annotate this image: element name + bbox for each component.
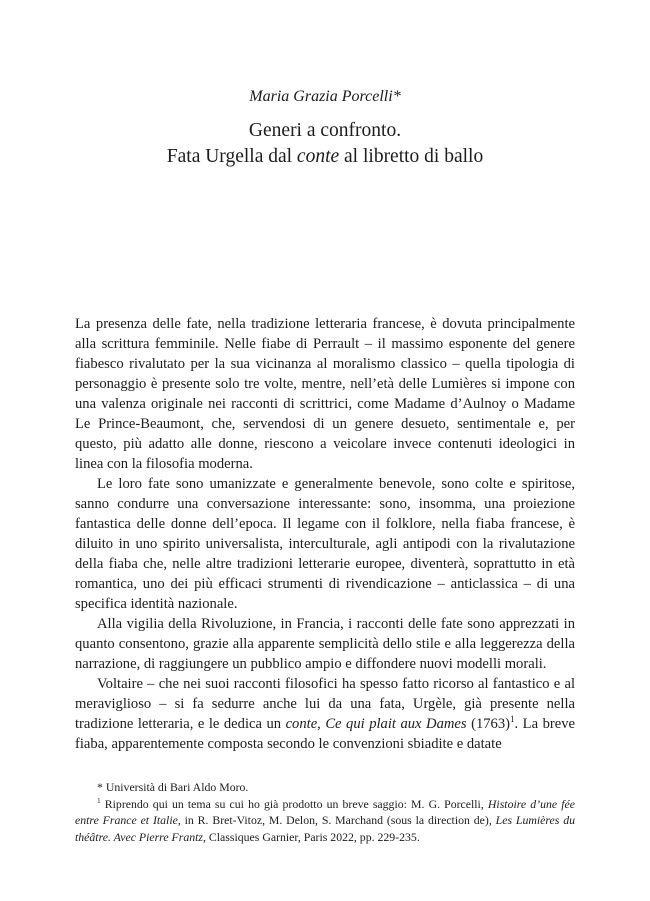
footnote-1-a: Riprendo qui un tema su cui ho già prodotto un breve saggio: M. G. Porcelli,: [100, 796, 488, 811]
paragraph-2: Le loro fate sono umanizzate e generalmente benevole, sono colte e spiritose, sanno condurre una conversazione interessante: sono, insomma, una proiezione fantastica delle donne dell’epoca. Il legame con il folklore, nella fiaba francese, è diluito in uno spirito universalista, interculturale, agli antipodi con la rivalutazione della fiaba che, nelle altre tradizioni letterarie europee, diventerà, soprattutto in età romantica, uno dei più efficaci strumenti di rivendicazione – anticlassica – di una specifica identità nazionale.: [75, 476, 575, 612]
footnote-1-marker: 1: [97, 795, 101, 805]
title-line-2: [0, 144, 650, 170]
footnotes: [75, 779, 575, 845]
paragraph-4-comma: ,: [317, 716, 326, 732]
title-line-2-pre: Fata Urgella dal: [166, 146, 297, 167]
footnote-1-b: Histoire d’une fée entre France et Italie: [75, 796, 575, 827]
paragraph-3: Alla vigilia della Rivoluzione, in Francia, i racconti delle fate sono apprezzati in quanto consentono, grazie alla apparente semplicità dello stile e alla leggerezza della narrazione, di raggiungere un pubblico ampio e diffondere nuovi modelli morali.: [75, 616, 575, 672]
body-text: [75, 314, 575, 754]
footnote-1-e: , Classiques Garnier, Paris 2022, pp. 229-235.: [203, 829, 420, 844]
title-line-2-italic: conte: [296, 146, 340, 167]
paragraph-4-post: . La breve fiaba, apparentemente composta secondo le convenzioni sbiadite e datate: [75, 716, 575, 752]
paragraph-4: [75, 674, 575, 754]
paragraph-4-conte: conte: [285, 716, 318, 732]
paragraph-4-pre: Voltaire – che nei suoi racconti filosofici ha spesso fatto ricorso al fantastico e al meraviglioso – si fa sedurre anche lui da una fata, Urgèle, già presente nella tradizione letteraria, e le dedica un: [75, 676, 575, 732]
article-title: [0, 118, 650, 170]
paragraph-4-year: (1763): [466, 716, 510, 732]
paragraph-4-work-title: Ce qui plait aux Dames: [325, 716, 467, 732]
footnote-1-d: Les Lumières du théâtre. Avec Pierre Frantz: [75, 813, 576, 844]
author-name: Maria Grazia Porcelli*: [249, 88, 401, 105]
footnote-star: * Università di Bari Aldo Moro.: [97, 780, 249, 794]
footnote-1-c: , in R. Bret-Vitoz, M. Delon, S. Marchand (sous la direction de),: [177, 813, 496, 827]
title-line-1: Generi a confronto.: [248, 120, 402, 141]
title-line-2-post: al libretto di ballo: [339, 146, 484, 167]
paragraph-1: La presenza delle fate, nella tradizione letteraria francese, è dovuta principalmente alla scrittura femminile. Nelle fiabe di Perrault – il massimo esponente del genere fiabesco rivalutato per la sua vicinanza al moralismo classico – quella tipologia di personaggio è presente solo tre volte, mentre, nell’età delle Lumières si impone con una valenza originale nei racconti di scrittrici, come Madame d’Aulnoy o Madame Le Prince-Beaumont, che, servendosi di un genere desueto, sentimentale e, per questo, più adatto alle donne, riescono a veicolare invece contenuti ideologici in linea con la filosofia moderna.: [75, 316, 575, 472]
footnote-ref-1: 1: [510, 714, 515, 725]
footnote-1: [75, 796, 575, 846]
